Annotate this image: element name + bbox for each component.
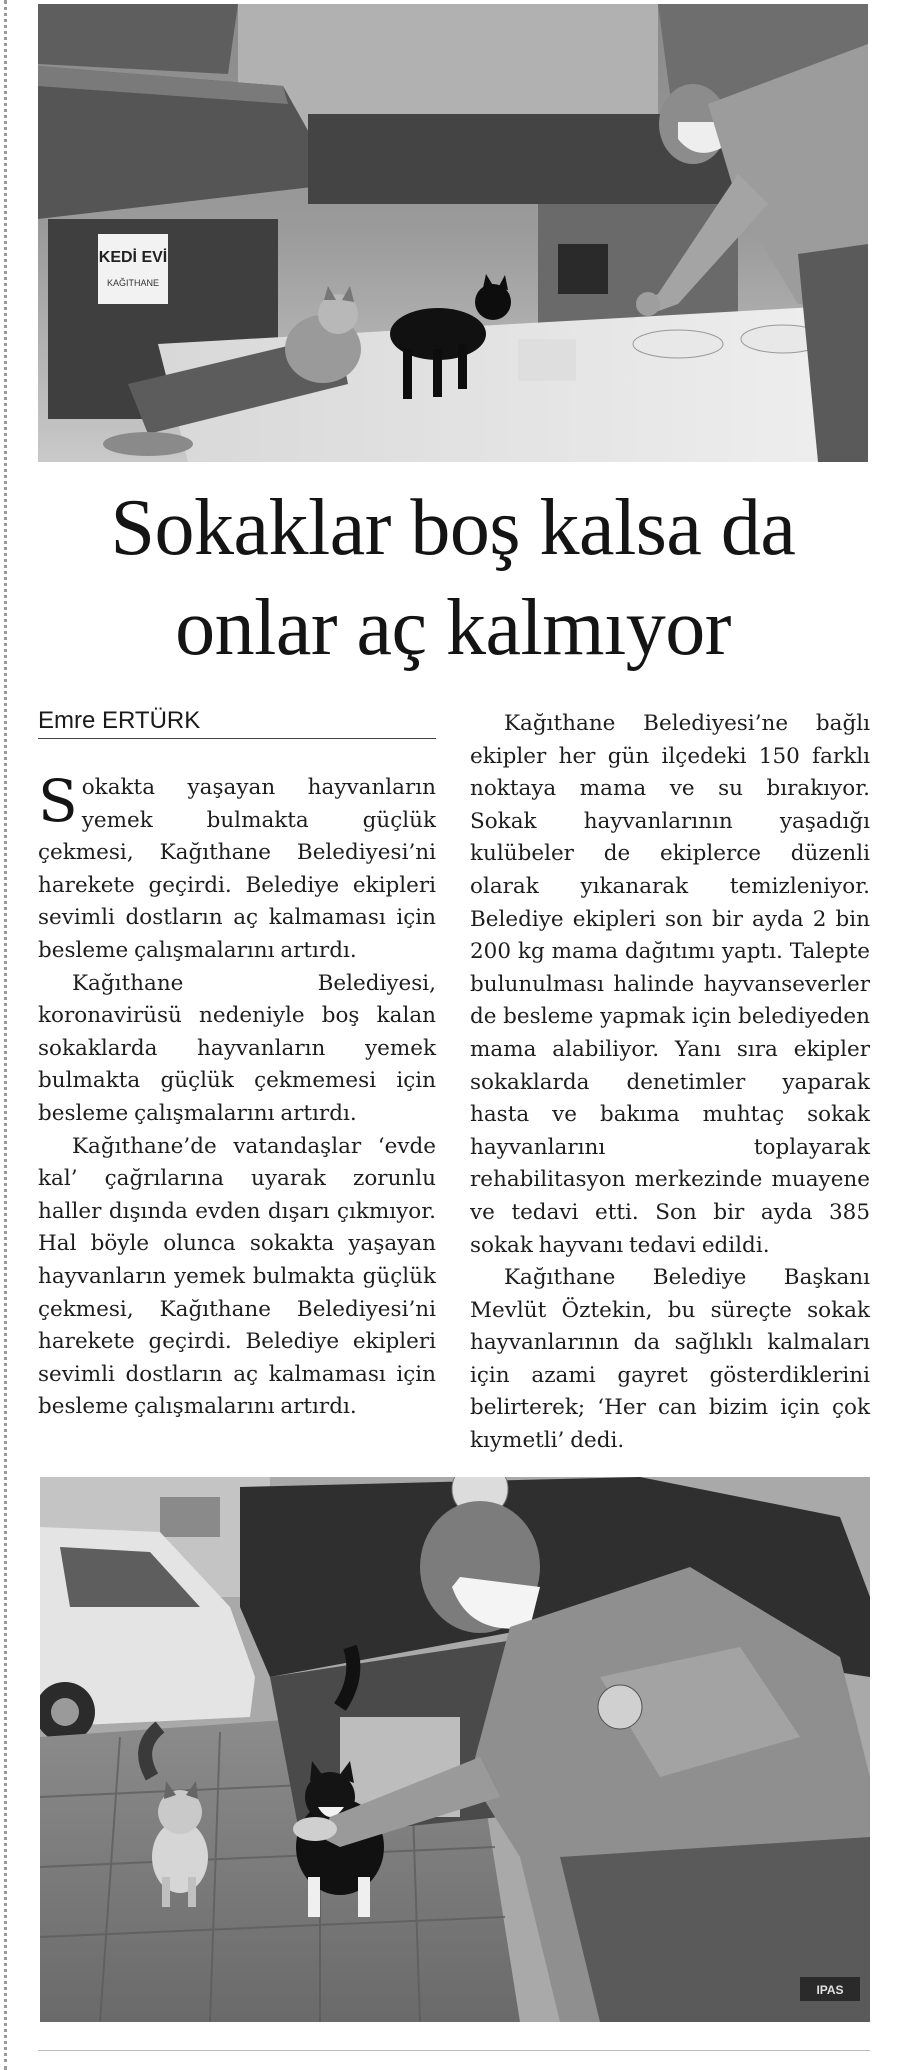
dotted-margin-rule: [4, 0, 7, 2070]
body-paragraph: Kağıthane’de vatandaşlar ‘evde kal’ çağrılarına uyarak zorunlu haller dışında evden dışarı çıkmıyor. Hal böyle olunca sokakta yaşayan hayvanların yemek bulmakta güçlük çekmesi, Kağıthane Belediyesi’ni harekete geçirdi. Belediye ekipleri sevimli dostların aç kalmaması için besleme çalışmalarını artırdı.: [38, 1133, 436, 1420]
bottom-divider: [38, 2050, 870, 2051]
body-paragraph: Kağıthane Belediyesi, koronavirüsü nedeniyle boş kalan sokaklarda hayvanların yemek bulmakta güçlük çekmemesi için besleme çalışmalarını artırdı.: [38, 970, 436, 1126]
headline-line-2: onlar aç kalmıyor: [175, 584, 731, 672]
headline-line-1: Sokaklar boş kalsa da: [110, 484, 796, 572]
photo-cat-houses-image: [38, 4, 868, 462]
photo-feeding-cats-image: [40, 1477, 870, 2022]
headline: [38, 478, 868, 678]
sign-text-line1: KEDİ EVİ: [98, 249, 168, 266]
body-paragraph: Kağıthane Belediye Başkanı Mevlüt Öztekin, bu süreçte sokak hayvanlarının da sağlıklı kalmaları için azami gayret gösterdiklerini belirterek; ‘Her can bizim için çok kıymetli’ dedi.: [470, 1265, 870, 1454]
jacket-brand-label: IPAS: [816, 1983, 844, 1997]
sign-text-line2: KAĞITHANE: [106, 278, 160, 288]
photo-feeding-cats: [40, 1477, 870, 2022]
article-column-right: [470, 708, 870, 1458]
author-byline: Emre ERTÜRK: [38, 706, 436, 739]
lead-paragraph: [38, 767, 436, 968]
body-paragraph: Kağıthane Belediyesi’ne bağlı ekipler her gün ilçedeki 150 farklı noktaya mama ve su bırakıyor. Sokak hayvanlarının yaşadığı kulübeler de ekiplerce düzenli olarak yıkanarak temizleniyor. Belediye ekipleri son bir ayda 2 bin 200 kg mama dağıtımı yaptı. Talepte bulunulması halinde hayvanseverler de besleme yapmak için belediyeden mama alabiliyor. Yanı sıra ekipler sokaklarda denetimler yaparak hasta ve bakıma muhtaç sokak hayvanlarını toplayarak rehabilitasyon merkezinde muayene ve tedavi etti. Son bir ayda 385 sokak hayvanı tedavi edildi.: [470, 711, 870, 1258]
drop-cap: S: [38, 767, 78, 835]
lead-paragraph-text: okakta yaşayan hayvanların yemek bulmakta güçlük çekmesi, Kağıthane Belediyesi’ni harekete geçirdi. Belediye ekipleri sevimli dostların aç kalmaması için besleme çalışmalarını artırdı.: [38, 775, 436, 963]
article-column-left: [38, 767, 436, 1424]
photo-cat-houses: [38, 4, 868, 462]
